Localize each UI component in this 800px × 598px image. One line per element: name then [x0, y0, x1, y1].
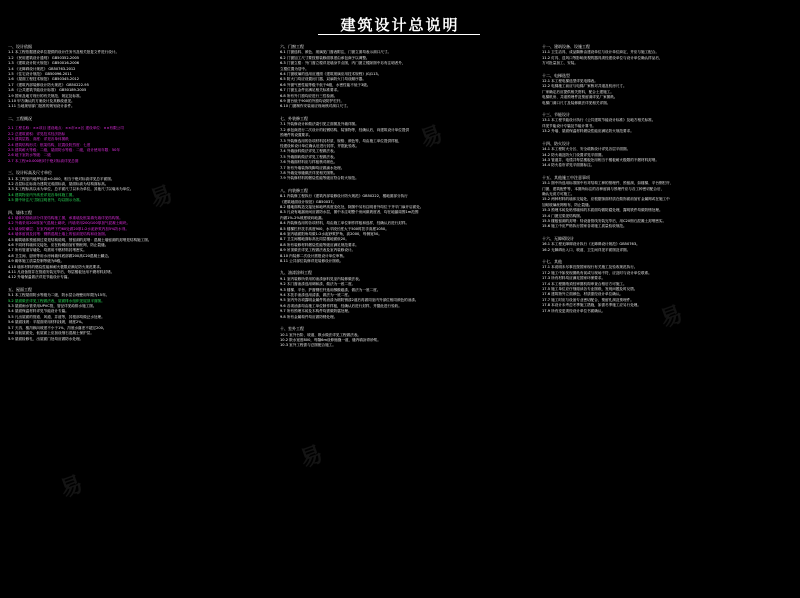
notes-column-middle: [280, 42, 532, 349]
note-line: 8.10 内装修二次设计需报设计单位审核。: [280, 253, 347, 258]
spacer: [542, 135, 794, 139]
note-line: 7.6 外墙面材料应与样板核对颜色。: [280, 160, 338, 165]
note-line: 4.7 所有管道穿墙处，均需用不燃材料封堵密实。: [8, 248, 87, 253]
note-line: 5.6 屋面找坡：平屋面采用材料找坡，坡度2%。: [8, 320, 86, 325]
watermark-glyph: 易: [417, 121, 447, 153]
section-heading: 二、工程概况: [8, 115, 32, 121]
note-line: 1.6 《屋面工程技术规范》 GB50345-2012: [8, 77, 80, 82]
section-heading: 十五、其他施工中注意事项: [542, 174, 590, 180]
section-heading: 五、屋面工程: [8, 286, 32, 292]
section-heading: 八、内装修工程: [280, 187, 308, 193]
note-line: 方可批量加工、安装。: [542, 61, 578, 66]
note-line: 6.4 门窗玻璃的选用应遵照《建筑玻璃应用技术规程》JGJ113。: [280, 72, 382, 77]
note-line: 1.1 本工程依据建设单位提供的设计任务书及相关批复文件进行设计。: [8, 50, 120, 55]
section-heading: 十六、无障碍设计: [542, 235, 574, 241]
notes-column-left: [8, 42, 260, 342]
note-line: 13.2 外墙、屋面保温材料燃烧性能应满足防火规范要求。: [542, 129, 634, 134]
note-line: 17.5 施工单位应仔细阅读各专业图纸，发现问题及时反馈。: [542, 287, 638, 292]
notes-column-right: [542, 42, 794, 314]
spacer: [542, 169, 794, 173]
section-heading: 十三、节能设计: [542, 112, 570, 118]
note-line: 厂家确定后应提供相关资料，配合土建施工。: [542, 89, 614, 94]
note-line: 7.4 外墙涂料做法详见工程做法表。: [280, 149, 338, 154]
note-line: 15.1 图中所选用标准图中有对结构工种的预埋件、预留洞，如楼梯、平台钢栏杆、: [542, 181, 674, 186]
note-line: 7.7 所有外墙装饰线脚均应做滴水处理。: [280, 165, 345, 170]
note-line: 6.3 门窗立樘：外门窗立樘详见墙身节点图，内门窗立樘除图中另有注明者外，: [280, 61, 406, 66]
note-line: 1.2 《民用建筑设计通则》 GB50352-2005: [8, 55, 80, 60]
note-line: 14.2 防火墙及防火门设置详见平面图。: [542, 152, 606, 157]
note-line: 15.2 两种材料的墙体交接处，应根据饰面材质在做饰面前加钉金属网或在施工中: [542, 197, 670, 202]
note-line: 9.1 室内装修所采用的油漆涂料见室内装修做法表。: [280, 276, 363, 281]
note-line: 6.10 门窗制作安装前应现场核对洞口尺寸。: [280, 104, 351, 109]
note-line: 6.8 所有外门窗均应进行三性检测。: [280, 93, 338, 98]
note-line: 6.7 门窗五金件应满足相关标准要求。: [280, 88, 341, 93]
note-line: 1.8 《公共建筑节能设计标准》 GB50189-2005: [8, 88, 87, 93]
note-line: 11.1 卫生洁具、成品隔断由建设单位与设计单位商定，并应与施工配合。: [542, 50, 659, 55]
note-line: 9.5 室内外各项露明金属件的油漆为刷防锈漆2道后再做同室内外部位相同颜色的油漆。: [280, 298, 419, 303]
note-line: 2.1 工程名称：××项目 建设地点：××市××区 建设单位：××有限公司: [8, 126, 124, 131]
note-line: 15.5 楼板留洞的封堵：待设备管线安装完毕后，用C20细石混凝土封堵密实。: [542, 218, 667, 223]
note-line: 4.2 外墙采用200厚加气混凝土砌块，内墙采用200/100厚加气混凝土砌块。: [8, 221, 131, 226]
note-line: 12.1 本工程电梯选型详见电梯表。: [542, 79, 598, 84]
title-underline: [318, 34, 480, 35]
note-line: 17.3 所有材料均应满足国家环保要求。: [542, 276, 606, 281]
spacer: [8, 164, 260, 168]
note-line: 2.6 地下室防水等级：二级: [8, 153, 51, 158]
note-line: 6.2 门窗加工尺寸要按照装修面厚度由承包商予以调整。: [280, 55, 370, 60]
watermark-glyph: 易: [297, 441, 327, 473]
note-line: 6.5 防火门均应设置闭门器，双扇防火门均设顺序器。: [280, 77, 366, 82]
note-line: 3.2 各层标注标高为建筑完成面标高，屋面标高为结构面标高。: [8, 181, 109, 186]
note-line: 16.1 本工程无障碍设计执行《无障碍设计规范》GB50763。: [542, 242, 640, 247]
note-line: 13.1 本工程节能设计执行《公共建筑节能设计标准》及地方相关标准。: [542, 118, 656, 123]
note-line: 4.1 墙体的基础部分详见结构施工图，承重墙及框架填充墙详见结构图。: [8, 215, 123, 220]
section-heading: 七、外装修工程: [280, 115, 308, 121]
spacer: [8, 110, 260, 114]
note-line: 《建筑地面设计规范》GB50037。: [280, 199, 337, 204]
note-line: 4.3 墙身防潮层：在室内地坪下约60处做20厚1:2水泥砂浆内加5%防水剂。: [8, 226, 129, 231]
note-line: 17.8 本设计未考虑冬季施工措施，如需冬季施工应另行处理。: [542, 303, 641, 308]
spacer: [542, 67, 794, 71]
note-line: 14.3 管道井、电缆井每层楼板处用相当于楼板耐火极限的不燃材料封堵。: [542, 157, 659, 162]
note-line: 5.1 本工程屋面防水等级为二级，防水层合理使用年限为15年。: [8, 293, 110, 298]
spacer: [542, 253, 794, 257]
note-line: 2.5 建筑耐火等级：二级，屋面防水等级：二级，设计使用年限：50年: [8, 147, 121, 152]
spacer: [280, 264, 532, 268]
note-line: 8.6 室内墙面阳角均做1:2水泥砂浆护角，高2000，每侧宽50。: [280, 232, 382, 236]
note-line: 详见节能设计专篇及节能计算书。: [542, 123, 596, 128]
note-line: 1.7 《建筑内部装修设计防火规范》 GB50222-95: [8, 82, 89, 87]
note-line: 16.2 无障碍出入口、坡道、卫生间详见平面图及详图。: [542, 247, 631, 252]
note-line: 4.11 凡设备管井在管道安装完毕后，每层楼板处用不燃材料封堵。: [8, 270, 115, 275]
note-line: 7.3 外装修选用的各项材料其材质、规格、颜色等，均由施工单位提供样板，: [280, 138, 402, 143]
note-line: 5.4 屋面保温材料详见节能设计专篇。: [8, 309, 69, 314]
note-line: 7.1 外装修设计和做法索引见立面图及外墙详图。: [280, 122, 359, 127]
note-line: 1.11 当地规划部门批准的规划设计条件。: [8, 104, 75, 109]
watermark-glyph: 易: [147, 181, 177, 213]
note-line: 12.2 电梯施工前应与电梯厂家核对井道及机房尺寸。: [542, 84, 627, 89]
note-line: 8.9 吊顶做法详见工程做法表及室内装修设计。: [280, 248, 356, 253]
note-line: 7.2 承包商进行二次设计的轻钢结构、装饰物等，经确认后，向建筑设计单位提供: [280, 127, 410, 132]
section-heading: 十、室外工程: [280, 326, 304, 332]
note-line: 电梯机房、井道预埋件及预留洞详见厂家图纸。: [542, 95, 618, 100]
spacer: [8, 204, 260, 208]
note-line: 8.7 卫生间楼地面标高比同层楼地面低20。: [280, 237, 349, 242]
section-heading: 九、油漆涂料工程: [280, 270, 312, 276]
watermark-glyph: 易: [57, 471, 87, 503]
note-line: 9.6 各项油漆均由施工单位制作样板，经确认后进行封样，并据此进行验收。: [280, 303, 402, 308]
note-line: 4.8 卫生间、厨房等用水房间墙体底部做200高C20混凝土翻边。: [8, 253, 112, 258]
note-line: 5.7 天沟、檐沟纵向坡度不小于1%，沟底水落差不超过200。: [8, 325, 107, 330]
drawing-title: 建筑设计总说明: [340, 16, 460, 34]
note-line: 1.4 《无障碍设计规范》 GB50763-2012: [8, 66, 76, 71]
section-heading: 四、墙体工程: [8, 209, 32, 215]
note-line: 9.4 木扶手油漆选用清漆，做法为一底二度。: [280, 293, 352, 298]
note-line: 1.9 国家及地方现行的有关规范、规定及标准。: [8, 93, 84, 98]
note-line: 1.10 甲方确认的方案设计及其修改意见。: [8, 99, 75, 104]
note-line: 5.5 凡出屋面的管道、风道、井道等，其根部均做泛水处理。: [8, 314, 105, 319]
note-line: 加贴玻璃丝网格布，防止裂缝。: [542, 202, 593, 207]
note-line: 9.8 所有金属构件均应做防锈处理。: [280, 314, 338, 319]
note-line: 8.5 楼梯栏杆扶手高度900，水平段长度大于500时扶手高度1050。: [280, 226, 389, 231]
note-line: 6.6 外窗气密性能等级不低于6级，水密性能不低于3级。: [280, 82, 371, 87]
spacer: [542, 106, 794, 110]
note-line: 17.4 本工程图纸须经审图机构审查合格后方可施工。: [542, 281, 627, 286]
note-line: 15.6 施工中应严格执行国家各项施工质量验收规范。: [542, 224, 627, 229]
section-heading: 十七、其他: [542, 259, 562, 264]
note-line: 15.4 门窗过梁见结构图。: [542, 213, 584, 218]
note-line: 内做1%-2%坡度坡向地漏。: [280, 215, 326, 220]
section-heading: 十四、防火设计: [542, 140, 570, 146]
watermark-glyph: 易: [657, 301, 687, 333]
note-line: 电梯门洞口尺寸及装修做法详见相关详图。: [542, 100, 611, 105]
note-line: 立樘位置为居中。: [280, 66, 309, 71]
note-line: 10.2 散水宽度800，每隔6m设伸缩缝一道，缝内填沥青砂浆。: [280, 337, 381, 342]
note-line: 1.5 《住宅设计规范》 GB50096-2011: [8, 72, 72, 77]
note-line: 3.4 建筑物室内外高差详见各单体施工图。: [8, 192, 76, 197]
note-line: 9.2 木门窗油漆选用调和漆，做法为一底二度。: [280, 282, 356, 287]
note-line: 7.8 外墙变形缝做法详见相关图集。: [280, 170, 338, 175]
note-line: 6.9 窗台低于900的外窗均设防护栏杆。: [280, 99, 345, 104]
note-line: 2.2 总建筑面积：详见技术经济指标: [8, 131, 66, 136]
section-heading: 六、门窗工程: [280, 44, 304, 49]
spacer: [280, 110, 532, 114]
note-line: 3.5 图中所注尺寸除注明者外，均以图示为准。: [8, 198, 84, 203]
note-line: 17.7 施工时应与设备专业密切配合，预留孔洞及预埋件。: [542, 297, 634, 302]
note-line: 预埋件的设置要求。: [280, 133, 313, 138]
note-line: 3.3 本工程标高以米为单位，总平面尺寸以米为单位，其他尺寸以毫米为单位。: [8, 187, 134, 192]
note-line: 4.6 不同材料墙体交接处，应在粉刷前加钉钢丝网，防止裂缝。: [8, 243, 109, 247]
note-line: 8.3 凡设有地漏房间应做防水层，图中未注明整个房间做坡度者，均在地漏周围1m范围: [280, 210, 419, 215]
note-line: 4.5 砌筑墙体预留洞过梁见结构说明，预留洞的封堵：混凝土墙留洞的封堵见结构施工图。: [8, 237, 152, 242]
note-line: 6.1 门窗选料、颜色、玻璃见门窗表附注，门窗立面均表示洞口尺寸。: [280, 50, 392, 55]
note-line: 2.3 建筑层数、高度：详见各单体图纸: [8, 137, 69, 142]
note-line: 7.9 外装修材料的燃烧性能等级应符合防火规范。: [280, 176, 359, 181]
note-line: 17.1 本说明未尽事宜按国家现行有关施工及验收规范执行。: [542, 265, 638, 270]
spacer: [542, 230, 794, 234]
note-line: 4.4 墙体留洞及封堵：钢筋混凝土墙上的留洞见结构和设备图。: [8, 232, 109, 237]
note-line: 9.7 所有预埋木砖及木构件均需做防腐处理。: [280, 309, 352, 314]
note-line: 15.3 预埋木砖及贴邻墙体的木质面均做防腐处理，露明铁件均做防锈处理。: [542, 208, 663, 213]
note-line: 8.2 楼地面构造交接处和地坪高度变化处，除图中另有注明者外均位于齐平门扇开启面处。: [280, 204, 424, 209]
section-heading: 三、设计标高及尺寸单位: [8, 170, 52, 176]
note-line: 8.8 所有装修材料燃烧性能等级应满足规范要求。: [280, 242, 359, 247]
section-heading: 十二、电梯选型: [542, 72, 570, 78]
section-heading: 十一、建筑设备、设施工程: [542, 44, 590, 49]
note-line: 17.9 所有变更须经设计单位书面确认。: [542, 308, 606, 313]
note-line: 8.11 公共部位装修详见装修设计图纸。: [280, 259, 344, 264]
spacer: [280, 320, 532, 324]
note-line: 14.1 本工程防火分区、安全疏散设计详见各层平面图。: [542, 147, 631, 152]
note-line: 2.4 建筑结构形式：框架结构，抗震设防烈度：七度: [8, 142, 91, 147]
note-line: 1.3 《建筑设计防火规范》 GB50016-2006: [8, 61, 80, 66]
note-line: 17.6 建筑物外立面颜色、材质需经设计单位确认。: [542, 292, 624, 297]
spacer: [280, 182, 532, 186]
note-line: 3.1 本工程室内地坪标高±0.000，相当于绝对标高详见总平面图。: [8, 176, 115, 181]
note-line: 8.1 内装修工程执行《建筑内部装修设计防火规范》GB50222，楼地面部分执行: [280, 194, 408, 199]
note-line: 7.5 外墙面砖做法详见工程做法表。: [280, 154, 338, 159]
note-line: 2.7 本工程±0.000相对于绝对标高详见总图: [8, 158, 79, 163]
note-line: 10.3 室外工程需与总图配合施工。: [280, 343, 336, 348]
section-heading: 一、设计依据: [8, 44, 32, 49]
note-line: 确认无误方可施工。: [542, 191, 575, 196]
note-line: 14.4 防火卷帘详见平面图标注。: [542, 163, 595, 168]
note-line: 5.9 屋面检修孔、出屋面门处均应做防水处理。: [8, 336, 84, 341]
note-line: 10.1 室外台阶、坡道、散水做法详见工程做法表。: [280, 332, 362, 337]
note-line: 4.9 砌体施工质量控制等级为B级。: [8, 259, 65, 264]
note-line: 4.10 墙体材料的燃烧性能和耐火极限应满足防火规范要求。: [8, 264, 104, 269]
note-line: 4.12 外墙保温做法详见节能设计专篇。: [8, 275, 72, 280]
note-line: 5.2 屋面做法详见工程做法表，屋面排水组织见屋顶平面图。: [8, 298, 105, 303]
note-line: 9.3 楼梯、平台、护窗钢栏杆选用醇酸磁漆，做法为一底二度。: [280, 287, 381, 292]
note-line: 17.2 施工中如发现图纸有误或与现场不符，应及时与设计单位联系。: [542, 270, 652, 275]
note-line: 8.4 内装修选用的各项材料，均由施工单位制作样板和选样，经确认后进行封样。: [280, 221, 410, 226]
note-line: 5.3 屋面雨水管采用UPVC管，管径详见给排水施工图。: [8, 304, 97, 309]
spacer: [8, 281, 260, 285]
note-line: 11.2 灯具、送风口等影响美观的器具须经建设单位与设计单位确认样品后，: [542, 55, 663, 60]
note-line: 门窗、建筑配件等，本图所标注的各种留洞与预埋件应与各工种密切配合后，: [542, 186, 665, 191]
note-line: 经建设和设计单位确认后进行封样，并据此验收。: [280, 143, 360, 148]
note-line: 5.8 高低屋面处，低屋面上应加设细石混凝土保护层。: [8, 331, 94, 336]
